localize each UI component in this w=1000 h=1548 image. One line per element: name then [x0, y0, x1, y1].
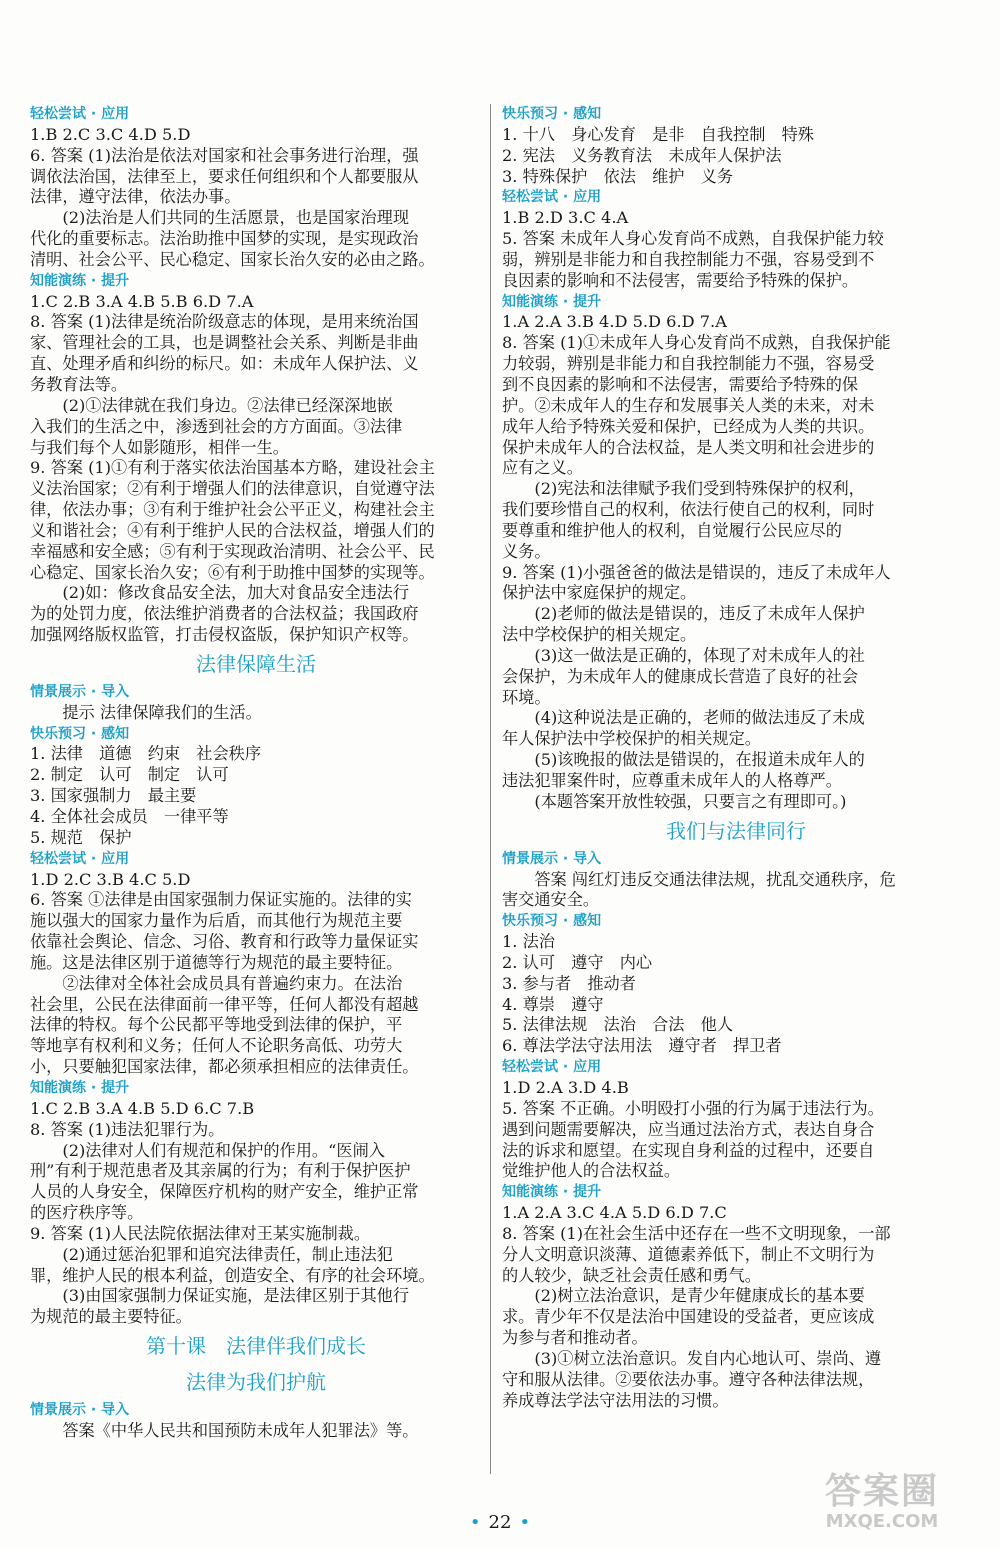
watermark-logo — [782, 1472, 982, 1534]
answer-line: 到不良因素的影响和不法侵害，需要给予特殊的保 — [502, 374, 859, 394]
answer-line: 环境。 — [502, 687, 551, 707]
answer-line: 为参与者和推动者。 — [502, 1328, 648, 1348]
answer-line: 害交通安全。 — [502, 890, 600, 910]
answer-line: 施。这是法律区别于道德等行为规范的最主要特征。 — [30, 952, 403, 972]
answer-line: 力较弱，辨别是非能力和自我控制能力不强，容易受 — [502, 354, 875, 374]
answer-line: (5)该晚报的做法是错误的，在报道未成年人的 — [502, 750, 865, 770]
answer-line: 法的诉求和愿望。在实现自身利益的过程中，还要自 — [502, 1140, 875, 1160]
answer-line: (2)法治是人们共同的生活愿景，也是国家治理现 — [30, 208, 410, 228]
section-heading: 轻松尝试 · 应用 — [30, 106, 130, 122]
answer-line: 1. 法治 — [502, 932, 555, 952]
answer-line: 罪，维护人民的根本利益，创造安全、有序的社会环境。 — [30, 1265, 435, 1285]
answer-line: 8. 答案 (1)在社会生活中还存在一些不文明现象，一部 — [502, 1223, 891, 1243]
answer-line: 答案 闯红灯违反交通法律法规，扰乱交通秩序，危 — [502, 869, 896, 889]
answer-line: 保护法中家庭保护的规定。 — [502, 583, 697, 603]
answer-line: 5. 法律法规 法治 合法 他人 — [502, 1015, 734, 1035]
lesson-title: 我们与法律同行 — [666, 818, 806, 843]
section-heading: 轻松尝试 · 应用 — [502, 1059, 602, 1076]
answer-line: (2)树立法治意识，是青少年健康成长的基本要 — [502, 1286, 865, 1306]
answer-line: 5. 答案 未成年人身心发育尚不成熟，自我保护能力较 — [502, 229, 884, 249]
answer-line: 法中学校保护的相关规定。 — [502, 625, 697, 645]
answer-line: 法律，遵守法律，依法办事。 — [30, 187, 241, 207]
section-heading: 快乐预习 · 感知 — [502, 913, 602, 930]
answer-line: 6. 答案 ①法律是由国家强制力保证实施的。法律的实 — [30, 890, 412, 910]
answer-line: 家、管理社会的工具，也是调整社会关系、判断是非曲 — [30, 333, 419, 353]
answer-line: 年人保护法中学校保护的相关规定。 — [502, 729, 761, 749]
answer-line: (3)这一做法是正确的，体现了对未成年人的社 — [502, 645, 865, 665]
answer-line: 与我们每个人如影随形，相伴一生。 — [30, 437, 289, 457]
dot-icon: • — [519, 1512, 531, 1533]
section-heading: 轻松尝试 · 应用 — [502, 189, 602, 206]
answer-line: 的医疗秩序等。 — [30, 1203, 144, 1223]
answer-line: 我们要珍惜自己的权利，依法行使自己的权利，同时 — [502, 500, 875, 520]
answer-line: 4. 全体社会成员 一律平等 — [30, 807, 229, 826]
answer-line: 1.A 2.A 3.B 4.D 5.D 6.D 7.A — [502, 312, 727, 332]
answer-line: 义和谐社会；④有利于维护人民的合法权益，增强人们的 — [30, 520, 435, 540]
answer-line: 刑”有利于规范患者及其亲属的行为；有利于保护医护 — [30, 1161, 411, 1181]
answer-line: 为规范的最主要特征。 — [30, 1307, 192, 1327]
answer-line: 3. 特殊保护 依法 维护 义务 — [502, 166, 734, 186]
answer-line: 务教育法等。 — [30, 374, 128, 394]
answer-line: 心稳定、国家长治久安；⑥有利于助推中国梦的实现等。 — [30, 562, 435, 582]
answer-line: 小，只要触犯国家法律，都必须承担相应的法律责任。 — [30, 1057, 419, 1077]
answer-line: 分人文明意识淡薄、道德素养低下，制止不文明行为 — [502, 1244, 875, 1264]
answer-line: 6. 尊法学法守法用法 遵守者 捍卫者 — [502, 1036, 782, 1056]
lesson-title: 法律为我们护航 — [186, 1370, 326, 1395]
answer-line: 2. 制定 认可 制定 认可 — [30, 765, 229, 785]
answer-line: 人员的人身安全，保障医疗机构的财产安全，维护正常 — [30, 1182, 419, 1202]
answer-line: 保护未成年人的合法权益，是人类文明和社会进步的 — [502, 437, 875, 457]
section-heading: 快乐预习 · 感知 — [30, 725, 130, 742]
answer-line: 加强网络版权监管，打击侵权盗版，保护知识产权等。 — [30, 625, 419, 645]
answer-line: (2)法律对人们有规范和保护的作用。“医闹入 — [30, 1140, 385, 1160]
answer-line: 良因素的影响和不法侵害，需要给予特殊的保护。 — [502, 270, 859, 290]
answer-line: 清明、社会公平、民心稳定、国家长治久安的必由之路。 — [30, 249, 435, 269]
answer-line: 2. 认可 遵守 内心 — [502, 952, 653, 972]
answer-line: 5. 答案 不正确。小明殴打小强的行为属于违法行为。 — [502, 1098, 884, 1118]
answer-line: 的人较少，缺乏社会责任感和勇气。 — [502, 1265, 761, 1285]
section-heading: 知能演练 · 提升 — [30, 272, 130, 289]
answer-line: (2)通过惩治犯罪和追究法律责任，制止违法犯 — [30, 1244, 393, 1264]
answer-line: (3)由国家强制力保证实施，是法律区别于其他行 — [30, 1286, 410, 1306]
answer-line: 护。②未成年人的生存和发展事关人类的未来，对未 — [502, 395, 875, 415]
section-heading: 情景展示 · 导入 — [30, 683, 130, 700]
answer-line: 义务。 — [502, 541, 551, 561]
answer-line: (3)①树立法治意识。发自内心地认可、崇尚、遵 — [502, 1348, 882, 1368]
answer-line: 9. 答案 (1)人民法院依据法律对王某实施制裁。 — [30, 1223, 371, 1243]
answer-line: 律，依法办事；③有利于维护社会公平正义，构建社会主 — [30, 500, 435, 520]
dot-icon: • — [469, 1512, 481, 1533]
answer-line: (本题答案开放性较强，只要言之有理即可。) — [502, 791, 847, 811]
answer-line: 8. 答案 (1)①未成年人身心发育尚不成熟，自我保护能 — [502, 333, 891, 353]
answer-line: 依靠社会舆论、信念、习俗、教育和行政等力量保证实 — [30, 932, 419, 952]
answer-line: 应有之义。 — [502, 458, 583, 478]
answer-line: 2. 宪法 义务教育法 未成年人保护法 — [502, 145, 782, 165]
answer-line: 遇到问题需要解决，应当通过法治方式，表达自身合 — [502, 1119, 875, 1139]
answer-line: 义法治国家；②有利于增强人们的法律意识，自觉遵守法 — [30, 479, 435, 499]
answer-line: 要尊重和维护他人的权利，自觉履行公民应尽的 — [502, 520, 842, 540]
answer-line: ②法律对全体社会成员具有普遍约束力。在法治 — [30, 973, 403, 993]
answer-line: 调依法治国，法律至上，要求任何组织和个人都要服从 — [30, 166, 419, 186]
answer-line: 1. 法律 道德 约束 社会秩序 — [30, 744, 262, 764]
answer-line: 法律的特权。每个公民都平等地受到法律的保护，平 — [30, 1015, 403, 1035]
answer-line: 8. 答案 (1)违法犯罪行为。 — [30, 1119, 225, 1139]
section-heading: 知能演练 · 提升 — [502, 293, 602, 310]
answer-line: 养成尊法学法守法用法的习惯。 — [502, 1390, 729, 1410]
watermark-site: MXQE.COM — [825, 1511, 939, 1532]
answer-line: 为的处罚力度，依法维护消费者的合法权益；我国政府 — [30, 604, 419, 624]
section-heading: 快乐预习 · 感知 — [502, 106, 602, 122]
section-heading: 知能演练 · 提升 — [502, 1184, 602, 1201]
answer-line: (2)老师的做法是错误的，违反了未成年人保护 — [502, 604, 865, 624]
answer-line: 求。青少年不仅是法治中国建设的受益者，更应该成 — [502, 1307, 875, 1327]
answer-line: 1.B 2.C 3.C 4.D 5.D — [30, 124, 191, 144]
answer-line: 觉维护他人的合法权益。 — [502, 1161, 681, 1181]
answer-line: 施以强大的国家力量作为后盾，而其他行为规范主要 — [30, 911, 403, 931]
section-heading: 知能演练 · 提升 — [30, 1079, 130, 1096]
answer-line: (2)①法律就在我们身边。②法律已经深深地嵌 — [30, 395, 393, 415]
answer-line: 等地享有权利和义务；任何人不论职务高低、功劳大 — [30, 1036, 403, 1056]
section-heading: 情景展示 · 导入 — [30, 1402, 130, 1419]
answer-line: 1.B 2.D 3.C 4.A — [502, 208, 629, 228]
right-column — [502, 104, 970, 1411]
answer-line: 1.D 2.C 3.B 4.C 5.D — [30, 869, 191, 889]
answer-line: 会保护，为未成年人的健康成长营造了良好的社会 — [502, 666, 859, 686]
answer-line: 6. 答案 (1)法治是依法对国家和社会事务进行治理，强 — [30, 145, 419, 165]
left-column — [30, 104, 482, 1442]
answer-line: 1.C 2.B 3.A 4.B 5.D 6.C 7.B — [30, 1098, 255, 1118]
answer-line: 8. 答案 (1)法律是统治阶级意志的体现，是用来统治国 — [30, 312, 419, 332]
answer-line: 幸福感和安全感；⑤有利于实现政治清明、社会公平、民 — [30, 541, 435, 561]
answer-line: 9. 答案 (1)小强爸爸的做法是错误的，违反了未成年人 — [502, 562, 891, 582]
answer-line: 3. 参与者 推动者 — [502, 973, 636, 993]
lesson-title: 法律保障生活 — [196, 651, 316, 676]
answer-line: 9. 答案 (1)①有利于落实依法治国基本方略，建设社会主 — [30, 458, 435, 478]
answer-line: 代化的重要标志。法治助推中国梦的实现，是实现政治 — [30, 229, 419, 249]
answer-line: (2)宪法和法律赋予我们受到特殊保护的权利， — [502, 479, 865, 499]
answer-line: 成年人给予特殊关爱和保护，已经成为人类的共识。 — [502, 416, 875, 436]
answer-line: 1.D 2.A 3.D 4.B — [502, 1077, 629, 1097]
answer-line: 1.C 2.B 3.A 4.B 5.B 6.D 7.A — [30, 291, 254, 311]
answer-line: (4)这种说法是正确的，老师的做法违反了未成 — [502, 708, 865, 728]
column-divider — [490, 104, 491, 1474]
answer-line: 违法犯罪案件时，应尊重未成年人的人格尊严。 — [502, 771, 842, 790]
lesson-title: 第十课 法律伴我们成长 — [146, 1334, 366, 1359]
answer-line: 提示 法律保障我们的生活。 — [30, 702, 262, 722]
section-heading: 轻松尝试 · 应用 — [30, 850, 130, 867]
watermark-badge: 答案圈 — [824, 1471, 939, 1512]
answer-line: 弱，辨别是非能力和自我控制能力不强，容易受到不 — [502, 249, 875, 269]
answer-line: 5. 规范 保护 — [30, 827, 132, 847]
answer-line: 入我们的生活之中，渗透到社会的方方面面。③法律 — [30, 416, 403, 436]
answer-line: 答案《中华人民共和国预防未成年人犯罪法》等。 — [30, 1420, 419, 1440]
answer-line: 守和服从法律。②要依法办事。遵守各种法律法规， — [502, 1369, 875, 1389]
answer-line: 1.A 2.A 3.C 4.A 5.D 6.D 7.C — [502, 1203, 727, 1223]
answer-line: 社会里，公民在法律面前一律平等，任何人都没有超越 — [30, 994, 419, 1014]
answer-line: 4. 尊崇 遵守 — [502, 994, 604, 1014]
answer-line: 1. 十八 身心发育 是非 自我控制 特殊 — [502, 124, 814, 144]
answer-line: (2)如：修改食品安全法，加大对食品安全违法行 — [30, 583, 410, 603]
section-heading: 情景展示 · 导入 — [502, 850, 602, 867]
answer-line: 3. 国家强制力 最主要 — [30, 786, 197, 806]
answer-line: 直、处理矛盾和纠纷的标尺。如：未成年人保护法、义 — [30, 354, 419, 374]
page-number-text: 22 — [488, 1512, 512, 1533]
